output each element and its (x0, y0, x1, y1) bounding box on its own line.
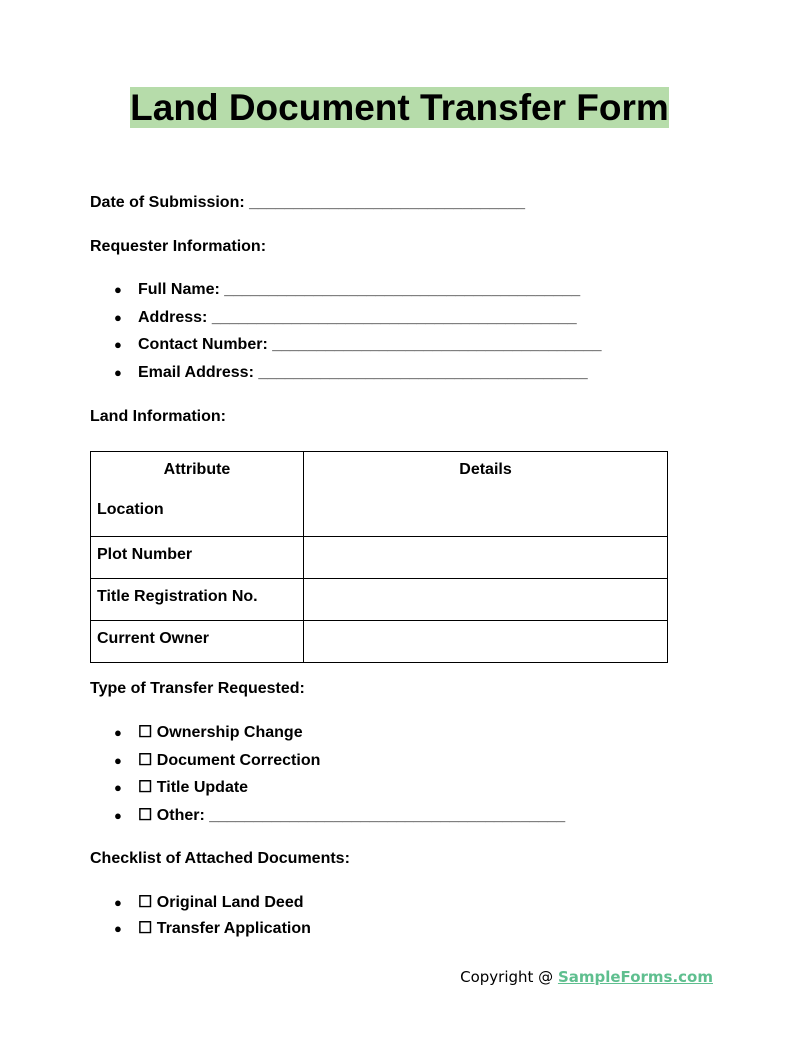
transfer-application-item[interactable] (90, 919, 311, 945)
checkbox-icon[interactable]: ☐ (138, 806, 153, 824)
address-label: Address: (138, 308, 208, 326)
copyright-text: Copyright @ (460, 968, 554, 986)
table-cell-attribute: Title Registration No. (91, 579, 304, 621)
email-address-blank[interactable]: _____________________________________ (258, 363, 588, 381)
table-row (91, 621, 668, 663)
address-field[interactable] (90, 308, 601, 336)
original-land-deed-item[interactable] (90, 893, 311, 919)
date-of-submission-blank[interactable]: _______________________________ (249, 194, 525, 211)
sampleforms-link[interactable]: SampleForms.com (557, 968, 713, 986)
full-name-field[interactable] (90, 280, 601, 308)
table-cell-details[interactable] (304, 579, 668, 621)
ownership-change-option[interactable] (90, 723, 565, 751)
table-cell-attribute: Location (91, 500, 304, 537)
checkbox-icon[interactable]: ☐ (138, 779, 153, 797)
date-of-submission-label: Date of Submission: (90, 194, 245, 211)
checkbox-icon[interactable]: ☐ (138, 894, 153, 911)
document-correction-option[interactable] (90, 751, 565, 779)
email-address-label: Email Address: (138, 363, 254, 381)
contact-number-blank[interactable]: _____________________________________ (272, 336, 602, 354)
table-header-details: Details (304, 452, 668, 537)
page-title (0, 86, 799, 129)
table-row (91, 537, 668, 579)
footer-copyright (460, 967, 713, 987)
land-information-table (90, 451, 668, 663)
full-name-label: Full Name: (138, 281, 220, 298)
checkbox-icon[interactable]: ☐ (138, 724, 153, 741)
title-update-option[interactable] (90, 778, 565, 806)
contact-number-label: Contact Number: (138, 336, 268, 354)
item-label: Transfer Application (156, 920, 311, 937)
requester-fields-list (90, 280, 601, 390)
date-of-submission-field[interactable] (90, 193, 525, 213)
checkbox-icon[interactable]: ☐ (138, 751, 153, 769)
other-option[interactable] (90, 806, 565, 834)
table-row (91, 579, 668, 621)
email-address-field[interactable] (90, 363, 601, 391)
page-title-text: Land Document Transfer Form (130, 87, 669, 128)
other-blank[interactable]: ________________________________________ (209, 806, 566, 824)
table-cell-attribute: Plot Number (91, 537, 304, 579)
table-header-attribute: Attribute (91, 452, 304, 501)
table-cell-attribute: Current Owner (91, 621, 304, 663)
option-label: Title Update (156, 779, 249, 797)
table-cell-details[interactable] (304, 537, 668, 579)
checkbox-icon[interactable]: ☐ (138, 920, 153, 937)
option-label: Document Correction (156, 751, 321, 769)
transfer-type-heading: Type of Transfer Requested: (90, 680, 305, 697)
land-information-heading: Land Information: (90, 408, 226, 425)
contact-number-field[interactable] (90, 335, 601, 363)
option-label: Ownership Change (156, 724, 303, 741)
full-name-blank[interactable]: ________________________________________ (224, 281, 581, 298)
option-label: Other: (156, 806, 205, 824)
table-header-row (91, 452, 668, 501)
checklist-heading: Checklist of Attached Documents: (90, 850, 350, 867)
address-blank[interactable]: _________________________________________ (211, 308, 577, 326)
item-label: Original Land Deed (156, 894, 304, 911)
requester-information-heading: Requester Information: (90, 238, 267, 255)
transfer-type-options (90, 723, 565, 833)
table-cell-details[interactable] (304, 621, 668, 663)
checklist-items (90, 893, 311, 945)
